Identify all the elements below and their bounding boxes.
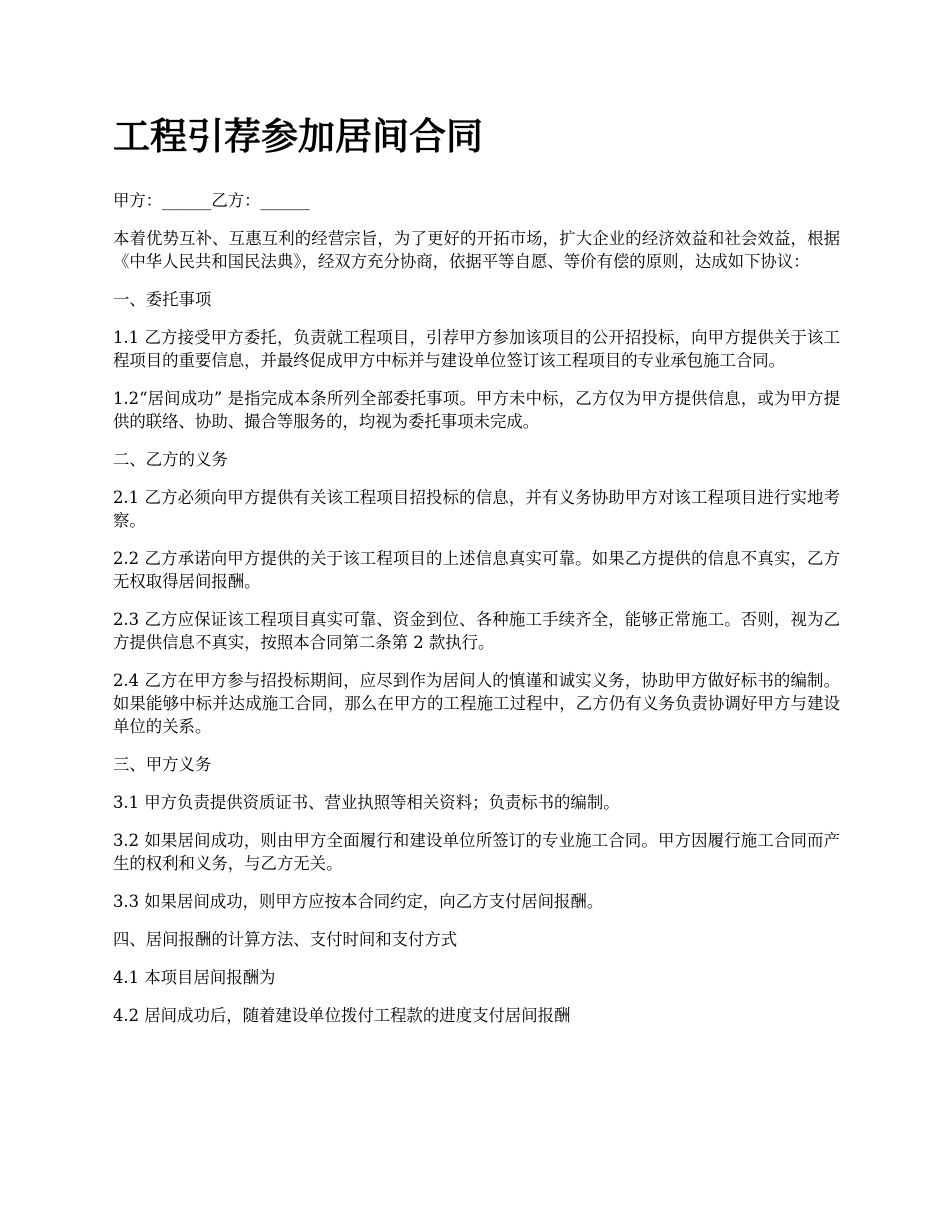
document-page bbox=[113, 112, 840, 1042]
clause-2-2: 2.2 乙方承诺向甲方提供的关于该工程项目的上述信息真实可靠。如果乙方提供的信息不真实，乙方无权取得居间报酬。 bbox=[113, 549, 840, 591]
clause-3-2: 3.2 如果居间成功，则由甲方全面履行和建设单位所签订的专业施工合同。甲方因履行施工合同而产生的权利和义务，与乙方无关。 bbox=[113, 831, 840, 873]
clause-3-3: 3.3 如果居间成功，则甲方应按本合同约定，向乙方支付居间报酬。 bbox=[113, 892, 604, 911]
clause-2-4: 2.4 乙方在甲方参与招投标期间，应尽到作为居间人的慎谨和诚实义务，协助甲方做好标书的编制。如果能够中标并达成施工合同，那么在甲方的工程施工过程中，乙方仍有义务负责协调好甲方与建设单位的关系。 bbox=[113, 671, 840, 736]
parties-line: 甲方：______乙方：______ bbox=[113, 191, 310, 210]
section-heading-2: 二、乙方的义务 bbox=[113, 450, 228, 469]
clause-3-1: 3.1 甲方负责提供资质证书、营业执照等相关资料；负责标书的编制。 bbox=[113, 793, 620, 812]
clause-2-3: 2.3 乙方应保证该工程项目真实可靠、资金到位、各种施工手续齐全，能够正常施工。否则，视为乙方提供信息不真实，按照本合同第二条第 2 款执行。 bbox=[113, 610, 840, 652]
section-heading-3: 三、甲方义务 bbox=[113, 755, 212, 774]
preamble-paragraph: 本着优势互补、互惠互利的经营宗旨，为了更好的开拓市场，扩大企业的经济效益和社会效益，根据《中华人民共和国民法典》，经双方充分协商，依据平等自愿、等价有偿的原则，达成如下协议： bbox=[113, 229, 840, 271]
section-heading-1: 一、委托事项 bbox=[113, 290, 212, 309]
document-title: 工程引荐参加居间合同 bbox=[113, 114, 483, 158]
clause-4-1: 4.1 本项目居间报酬为 bbox=[113, 968, 276, 987]
clause-1-2: 1.2“居间成功” 是指完成本条所列全部委托事项。甲方未中标，乙方仅为甲方提供信息，或为甲方提供的联络、协助、撮合等服务的，均视为委托事项未完成。 bbox=[113, 389, 840, 431]
clause-4-2: 4.2 居间成功后，随着建设单位拨付工程款的进度支付居间报酬 bbox=[113, 1006, 571, 1025]
clause-1-1: 1.1 乙方接受甲方委托，负责就工程项目，引荐甲方参加该项目的公开招投标，向甲方提供关于该工程项目的重要信息，并最终促成甲方中标并与建设单位签订该工程项目的专业承包施工合同。 bbox=[113, 328, 840, 370]
clause-2-1: 2.1 乙方必须向甲方提供有关该工程项目招投标的信息，并有义务协助甲方对该工程项目进行实地考察。 bbox=[113, 488, 840, 530]
section-heading-4: 四、居间报酬的计算方法、支付时间和支付方式 bbox=[113, 930, 458, 949]
